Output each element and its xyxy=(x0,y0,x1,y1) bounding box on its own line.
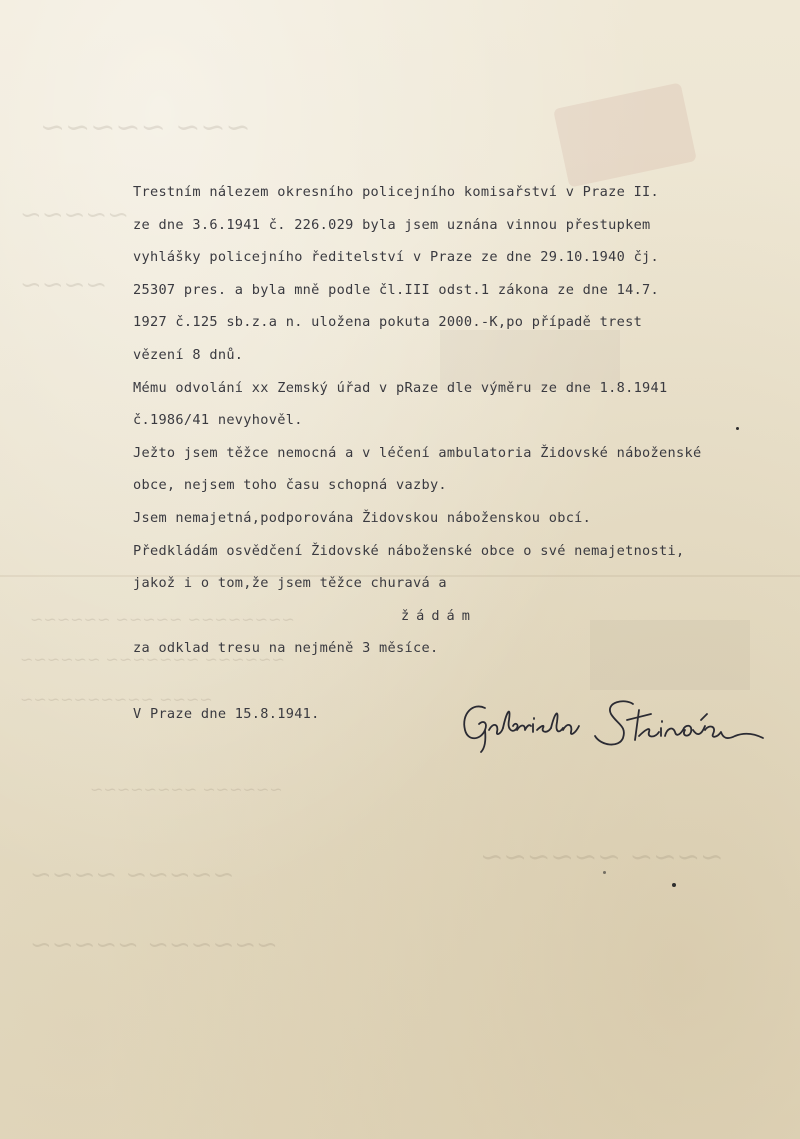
text-line: obce, nejsem toho času schopná vazby. xyxy=(133,477,447,494)
bleed-through-handwriting: ~~~~~ ~~~~ xyxy=(30,860,235,890)
bleed-through-handwriting: ~~~~~ xyxy=(20,200,129,230)
text-line: č.1986/41 nevyhověl. xyxy=(133,412,303,429)
text-line: vězení 8 dnů. xyxy=(133,346,244,363)
text-line: Jsem nemajetná,podporována Židovskou náboženskou obcí. xyxy=(133,509,592,526)
ink-speck xyxy=(603,871,606,874)
bleed-through-typing: ~~~~ ~~~~~~~~~~ xyxy=(20,690,213,709)
bleed-through-typing: ~~~~~~ ~~~~~~~~ xyxy=(90,780,283,799)
date-line: V Praze dne 15.8.1941. xyxy=(133,705,320,722)
text-line: 1927 č.125 sb.z.a n. uložena pokuta 2000.-K,po případě trest xyxy=(133,314,643,331)
text-line: 25307 pres. a byla mně podle čl.III odst.1 zákona ze dne 14.7. xyxy=(133,281,660,298)
text-line: Předkládám osvědčení Židovské náboženské obce o své nemajetnosti, xyxy=(133,542,685,559)
bleed-through-handwriting: ~~~ ~~~~~ xyxy=(40,110,251,145)
ink-speck xyxy=(736,427,739,430)
bleed-through-handwriting: ~~~~ ~~~~~~ xyxy=(480,840,724,873)
text-line: vyhlášky policejního ředitelství v Praze ze dne 29.10.1940 čj. xyxy=(133,249,660,266)
text-line: Ježto jsem těžce nemocná a v léčení ambulatoria Židovské náboženské xyxy=(133,444,702,461)
bleed-through-stamp xyxy=(553,82,697,187)
text-line: Mému odvolání xx Zemský úřad v pRaze dle výměru ze dne 1.8.1941 xyxy=(133,379,668,396)
handwritten-signature xyxy=(455,690,775,770)
text-line: jakož i o tom,že jsem těžce churavá a xyxy=(133,575,447,592)
request-heading: žádám xyxy=(401,607,477,624)
text-line: ze dne 3.6.1941 č. 226.029 byla jsem uznána vinnou přestupkem xyxy=(133,216,651,233)
bleed-through-handwriting: ~~~~ xyxy=(20,270,108,300)
bleed-through-typing: ~~~~~~ ~~~~~~~ ~~~~~~ xyxy=(20,650,285,669)
bleed-through-handwriting: ~~~~~~ ~~~~~ xyxy=(30,930,278,960)
request-line: za odklad tresu na nejméně 3 měsíce. xyxy=(133,640,439,657)
bleed-through-typing: ~~~~~~~~ ~~~~~ ~~~~~~ xyxy=(30,610,295,629)
text-line: Trestním nálezem okresního policejního komisařství v Praze II. xyxy=(133,184,660,200)
letter-body xyxy=(133,176,793,731)
ink-speck xyxy=(672,883,676,887)
